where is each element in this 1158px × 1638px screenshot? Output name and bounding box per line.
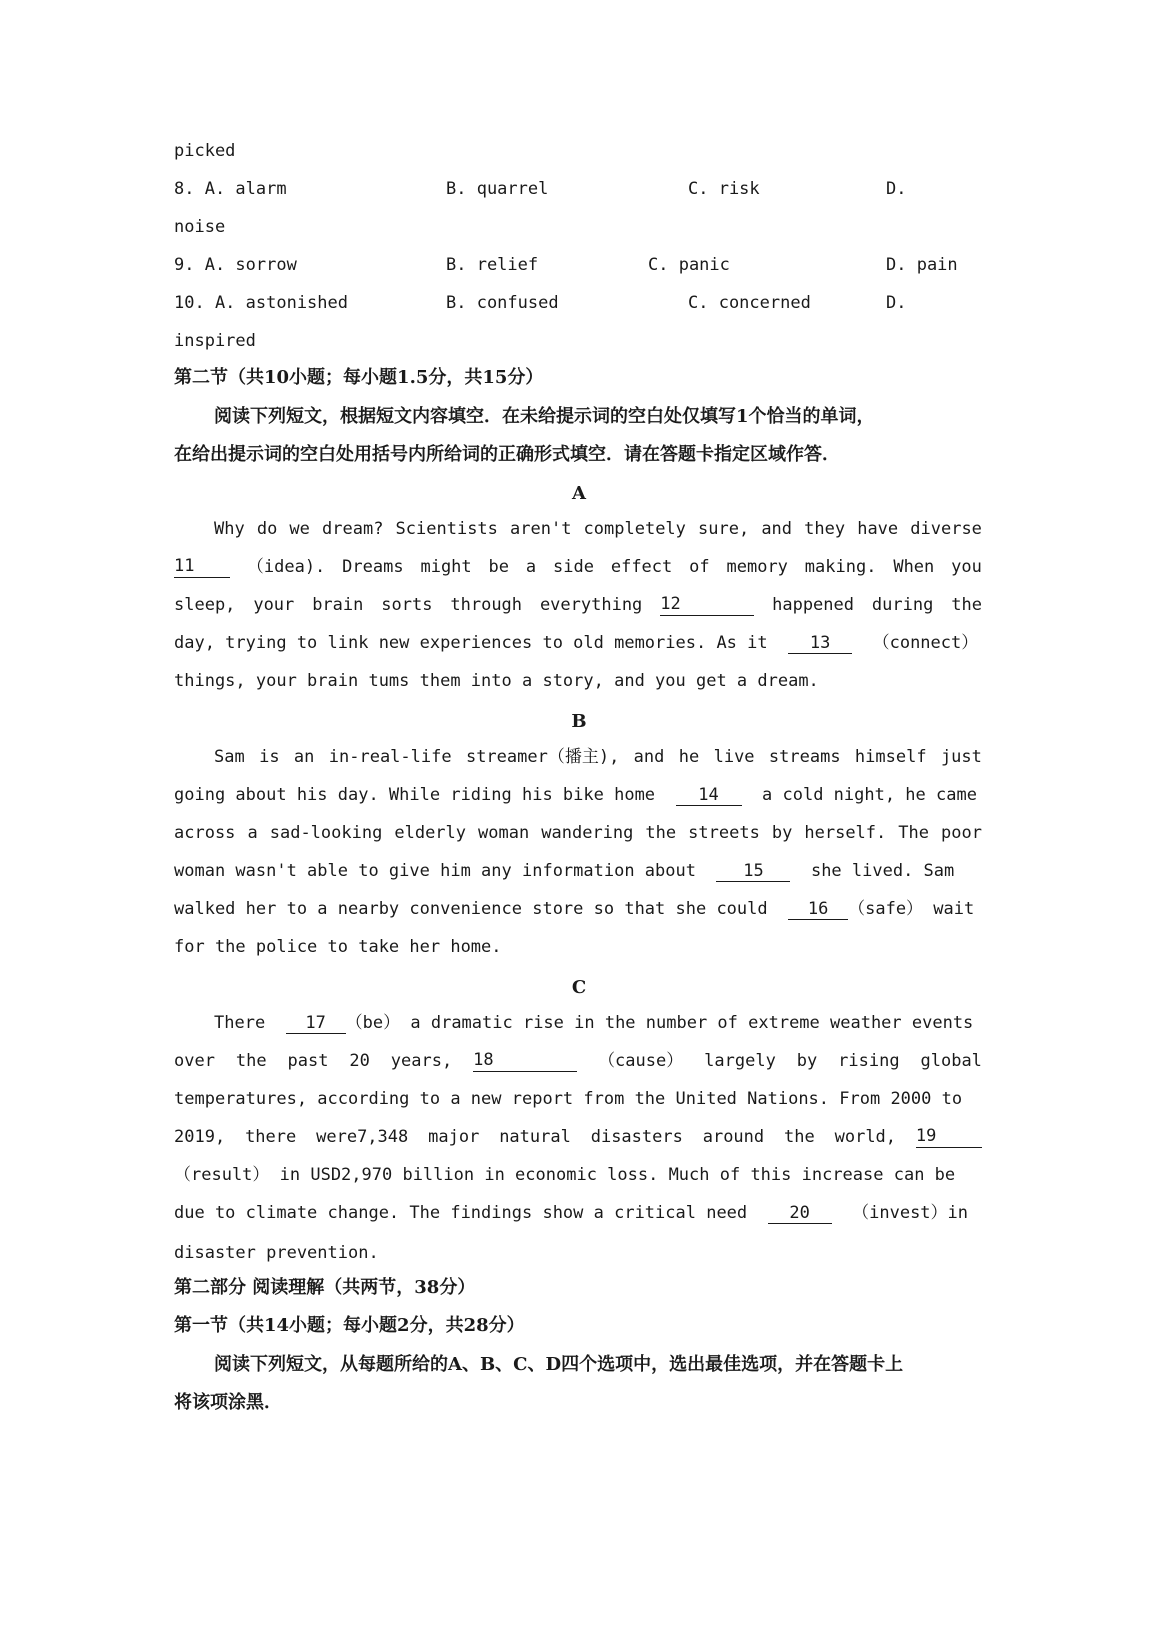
part2-instruction-1: 阅读下列短文，从每题所给的A、B、C、D四个选项中，选出最佳选项，并在答题卡上 <box>214 1354 904 1375</box>
passage-b-line-3: across a sad-looking elderly woman wandering the streets by herself. The poor <box>174 823 982 843</box>
q10-option-b: B. confused <box>446 293 559 313</box>
q9-option-a: 9. A. sorrow <box>174 255 297 275</box>
passage-a-label: A <box>572 483 586 504</box>
blank-13[interactable]: 13 <box>788 633 852 654</box>
passage-b-label: B <box>571 711 587 732</box>
q9-option-c: C. panic <box>648 255 730 275</box>
section2-heading: 第二节（共10小题；每小题1.5分，共15分） <box>174 367 544 388</box>
q9-option-b: B. relief <box>446 255 539 275</box>
q8-option-c: C. risk <box>688 179 760 199</box>
section2-instruction-1: 阅读下列短文，根据短文内容填空．在未给提示词的空白处仅填写1个恰当的单词， <box>214 406 875 427</box>
q10-option-c: C. concerned <box>688 293 811 313</box>
blank-15[interactable]: 15 <box>716 861 790 882</box>
blank-12[interactable]: 12 <box>660 594 754 616</box>
q8-option-b: B. quarrel <box>446 179 549 199</box>
q9-option-d: D. pain <box>886 255 958 275</box>
q10-option-d-tail: inspired <box>174 331 256 351</box>
part2-instruction-2: 将该项涂黑． <box>174 1392 282 1413</box>
section2-instruction-2: 在给出提示词的空白处用括号内所给词的正确形式填空．请在答题卡指定区域作答． <box>174 444 840 465</box>
passage-c-line-2: over the past 20 years, 18 （cause） largely by rising global <box>174 1050 982 1071</box>
blank-19[interactable]: 19 <box>916 1126 982 1148</box>
passage-b-line-6: for the police to take her home. <box>174 937 502 957</box>
blank-17[interactable]: 17 <box>286 1013 346 1034</box>
passage-c-line-3: temperatures, according to a new report from the United Nations. From 2000 to <box>174 1089 963 1109</box>
passage-b-line-4: woman wasn't able to give him any information about 15 she lived. Sam <box>174 861 955 881</box>
q7-option-tail: picked <box>174 141 236 161</box>
part2-sub-heading: 第一节（共14小题；每小题2分，共28分） <box>174 1315 525 1336</box>
passage-a-line-1: Why do we dream? Scientists aren't completely sure, and they have diverse <box>214 519 982 539</box>
q10-option-a: 10. A. astonished <box>174 293 348 313</box>
passage-c-line-1: There 17 （be） a dramatic rise in the number of extreme weather events <box>214 1013 974 1033</box>
q8-option-a: 8. A. alarm <box>174 179 287 199</box>
passage-c-line-7: disaster prevention. <box>174 1243 379 1263</box>
passage-c-label: C <box>571 977 587 998</box>
passage-c-line-4: 2019, there were7,348 major natural disasters around the world, 19 <box>174 1126 982 1148</box>
blank-16[interactable]: 16 <box>788 899 848 920</box>
passage-b-line-5: walked her to a nearby convenience store so that she could 16 （safe） wait <box>174 899 975 919</box>
q8-option-d: D. <box>886 179 907 199</box>
q8-option-d-tail: noise <box>174 217 226 237</box>
passage-a-line-5: things, your brain tums them into a story, and you get a dream. <box>174 671 819 691</box>
passage-a-line-2: 11 （idea). Dreams might be a side effect of memory making. When you <box>174 556 982 577</box>
blank-11[interactable]: 11 <box>174 556 230 578</box>
blank-18[interactable]: 18 <box>473 1050 577 1072</box>
passage-b-line-2: going about his day. While riding his bike home 14 a cold night, he came <box>174 785 977 805</box>
q10-option-d: D. <box>886 293 907 313</box>
blank-20[interactable]: 20 <box>768 1203 832 1224</box>
blank-14[interactable]: 14 <box>676 785 742 806</box>
passage-a-line-4: day, trying to link new experiences to old memories. As it 13 （connect） <box>174 633 979 653</box>
passage-b-line-1: Sam is an in-real-life streamer（播主), and he live streams himself just <box>214 747 982 767</box>
passage-c-line-5: （result） in USD2,970 billion in economic loss. Much of this increase can be <box>174 1165 956 1185</box>
passage-a-line-3: sleep, your brain sorts through everything 12 happened during the <box>174 594 982 615</box>
part2-heading: 第二部分 阅读理解（共两节，38分） <box>174 1277 476 1298</box>
passage-c-line-6: due to climate change. The findings show a critical need 20 （invest）in <box>174 1203 969 1223</box>
